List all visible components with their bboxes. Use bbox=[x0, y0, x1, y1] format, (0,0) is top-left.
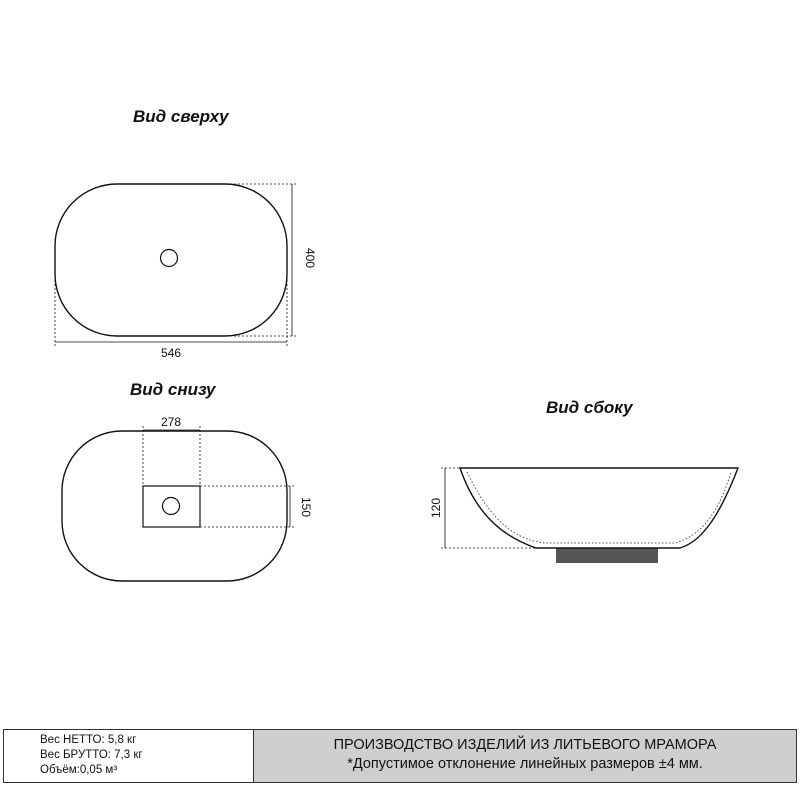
basin-side-profile bbox=[460, 468, 738, 548]
banner-headline: ПРОИЗВОДСТВО ИЗДЕЛИЙ ИЗ ЛИТЬЕВОГО МРАМОРА bbox=[333, 737, 717, 753]
base-footprint bbox=[143, 486, 200, 527]
top-depth-dimension bbox=[230, 184, 296, 336]
spec-net-weight: Вес НЕТТО: 5,8 кг bbox=[40, 734, 137, 746]
side-view bbox=[429, 468, 738, 563]
spec-volume: Объём:0,05 м³ bbox=[40, 764, 118, 776]
top-width-label: 546 bbox=[160, 346, 182, 360]
bottom-drain-hole bbox=[163, 498, 180, 515]
banner-note: *Допустимое отклонение линейных размеров ±4 мм. bbox=[347, 756, 703, 772]
basin-top-outline bbox=[55, 184, 287, 336]
side-view-title: Вид сбоку bbox=[546, 398, 633, 417]
specs-panel bbox=[4, 730, 254, 782]
base-depth-label: 150 bbox=[299, 496, 313, 518]
base-width-label: 278 bbox=[160, 415, 182, 429]
manufacturer-banner bbox=[254, 730, 796, 782]
title-block bbox=[3, 729, 797, 783]
base-width-dimension bbox=[143, 426, 200, 486]
bottom-view-title: Вид снизу bbox=[130, 380, 216, 399]
spec-gross-weight: Вес БРУТТО: 7,3 кг bbox=[40, 749, 143, 761]
side-height-label: 120 bbox=[429, 497, 443, 519]
top-view bbox=[55, 184, 317, 360]
basin-bottom-outline bbox=[62, 431, 287, 581]
top-depth-label: 400 bbox=[303, 247, 317, 269]
drain-hole bbox=[161, 250, 178, 267]
bottom-view bbox=[62, 415, 313, 581]
base-depth-dimension bbox=[200, 486, 294, 527]
top-view-title: Вид сверху bbox=[133, 107, 229, 126]
